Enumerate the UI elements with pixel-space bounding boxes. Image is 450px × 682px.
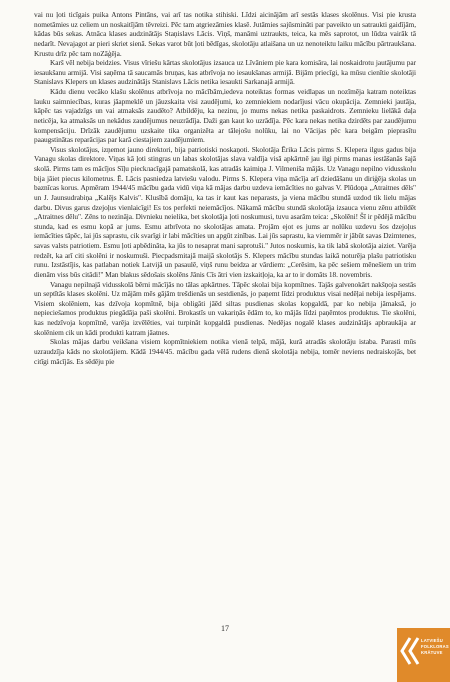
paragraph-3: Kādu dienu vecāko klašu skolēnus atbrīvoja no mācībām,iedeva noteiktas formas veidlapas un nozīmēja katram noteiktas lauku saimniecības, kuras jāapmeklē un jāuzskaita visi zaudējumi, ko zemniekiem nodarījusi vācu okupācija. Zemnieki jautāja, kāpēc tas vajadzīgs un vai atmaksās zaudēto? Atbildēju, ka nezinu, jo mums nekas netika paskaidrots. Zemnieku lielākā daļa neticēja, ka atmaksās un nekādus zaudējumus neuzrādīja. Daži gan kaut ko uzrādīja. Pēc kara nekas netika dzirdēts par zaudējumu kompensāciju. Drīzāk zaudējumu uzskaite tika organizēta ar tālejošu nolūku, lai no Vācijas pēc kara beigām pieprasītu paaugstinātas reparācijas par karā ciestajiem zaudējumiem. (34, 87, 416, 145)
logo-line-2: FOLKLORAS (421, 644, 449, 649)
document-body (34, 10, 416, 366)
chevron-logo-icon (400, 636, 420, 666)
page-number: 17 (221, 624, 229, 633)
logo-text (421, 638, 449, 656)
logo-line-1: LATVIEŠU (421, 638, 443, 643)
paragraph-6: Skolas mājas darbu veikšana visiem kopmītniekiem notika vienā telpā, mājā, kurā atradās skolotāju istaba. Parasti mūs uzraudzīja kāds no skolotājiem. Kādā 1944/45. mācību gada vēlā rudens dienā skolotāja nebija, tomēr neviens nedraiskojās, bet citīgi mācījās. Es sēdēju pie (34, 337, 416, 366)
archive-logo (397, 628, 450, 682)
paragraph-5: Vanagu nepilnajā vidusskolā bērni mācījās no tālas apkārtnes. Tāpēc skolai bija kopmītnes. Tajās galvenokārt nakšņoja sestās un septītās klases skolēni. Uz mājām mēs gājām trešdienās un sestdienās, jo paņemt līdzi produktus visai nedēļai nebija iespējams. Visiem skolēniem, kas dzīvoja kopmītnē, bija obligāti jāēd siltas pusdienas skolas kopgaldā, par ko nebija jāmaksā, jo nepieciešamos produktus piegādāja paši skolēni. Brokastīs un vakariņās ēdām to, ko mājās līdzi paņēmtos produktus. Tie skolēni, kas nedzīvoja kopmītnē, varēja izvēlēties, vai turpināt kopgaldā pusdienas. Nedējas nogalē klases audzinātājs apbraukāja ar skolēniem cik un kādi produkti katram jāatnes. (34, 279, 416, 337)
paragraph-4: Visus skolotājus, izņemot jauno direktori, bija patriotiski noskaņoti. Skolotāja Ērika Lācis pirms S. Klepera ilgus gadus bija Vanagu skolas direktore. Viņas kā ļoti stingras un labas skolotājas slava valdīja visā apkārtnē jau ilgi pirms manas iestāšanās šajā skolā. Pirms tam es mācījos Sīļu pieckласīgajā pamatskolā, kas atradās kaimiņa J. Vilmeniša mājās. Uz Vanagu nepilno vidusskolu bija jāiet piecus kilometrus. Ē. Lācis pasniedza latviešu valodu. Pirms S. Klepera viņa mācīja arī dziedāšanu un diriģēja skolas un baznīcas korus. Apmēram 1944/45 mācību gada vidū viņa kā mājas darbu uzdeva iemācīties no galvas V. Plūdoņa „Atraitnes dēls" un J. Jaunsudrabiņa „Kalējs Kalvis". Klusībā domāju, ka tas ir kaut kas neparasts, ja viena mācību stundā uzdod tik lielu mājas darbu. Divus garus dzejoļus vienlaicīgi! Es tos perfekti neiemācījos. Nākamā mācību stundā skolotāja izsauca vienu zēnu atbildēt „Atraitnes dēlu". Zēns to nezināja. Divnieku neielika, bet skolotāja ļoti noskumusi, tuvu asarām teica: „Skolēni! Šī ir pēdējā mācību stunda, kad es esmu kopā ar jums. Esmu atbrīvota no skolotājas amata. Projām ejot es jums ar nolūku uzdevu šos dzejoļus iemācīties tāpēc, lai jūs saprastu, cik svarīgi ir labi mācīties un apgūt zinības. Lai jūs saprastu, ka viemmēr ir jābūt savas Dzimtenes, savas valsts patriotiem. Esmu ļoti apbēdināta, ka jūs to nesaprat mani saprotuši." Jutos noskumis, ka tik labā skolotāja aiziet. Varēja redzēt, ka arī citi skolēni ir noskumuši. Piecpadsmitajā maijā skolotājs S. Klepers mācību stundas laikā noturēja plašu patriotisku runu. Izstāstījis, kas patlaban notiek Latvijā un pasaulē, viņš runu beidza ar vārdiem: „Cerēsim, ka pēc sešiem mēnešiem un trim dienām viss būs citādi!" Man blakus sēdošais skolēns Jānis Cīs ātri vien izskaitļoja, ka ar to ir domāts 18. novembris. (34, 144, 416, 279)
logo-line-3: KRĀTUVE (421, 650, 443, 655)
paragraph-1: vai nu ļoti ticīgais puika Antons Pintāns, vai arī tas notika stihiski. Līdzi aicinājām arī sestās klases skolēnus. Visi pie krusta nometāmies uz celiem un noskaitījām tēvreizi. Pēc tam atgriezāmies klasē. Jutāmies sajūsmināti par paveikto un satraukti gaidījām, kādas būs sekas. Atnāca klases audzinātājs Staņislavs Lācis. Viņš, manāmi uztraukts, teica, ka mēs saprotot, un lūdza vairāk tā nedarīt. Nevajagot ar pieri skriet sienā. Sekas varot būt ļoti bēdīgas, skolotāju atlaišana un uz nenoteiktu laiku mācību pārtraukšana. Krustu drīz pēc tam noZāģēja. (34, 10, 416, 58)
paragraph-2: Karš vēl nebija beidzies. Visus vīriešu kārtas skolotājus izsauca uz Līvāniem pie kara komisāra, lai noskaidrotu jautājumu par iesaukšanu armijā. Visi saņēma tā saucamās bruņas, kas atbrīvoja no iesaukšanas armijā. Bijām priecīgi, ka mūsu cienītie skolotāji Stanislavs Klepers un klases audzinātājs Stanislavs Lācis netika iesaukti Sarkanajā armijā. (34, 58, 416, 87)
